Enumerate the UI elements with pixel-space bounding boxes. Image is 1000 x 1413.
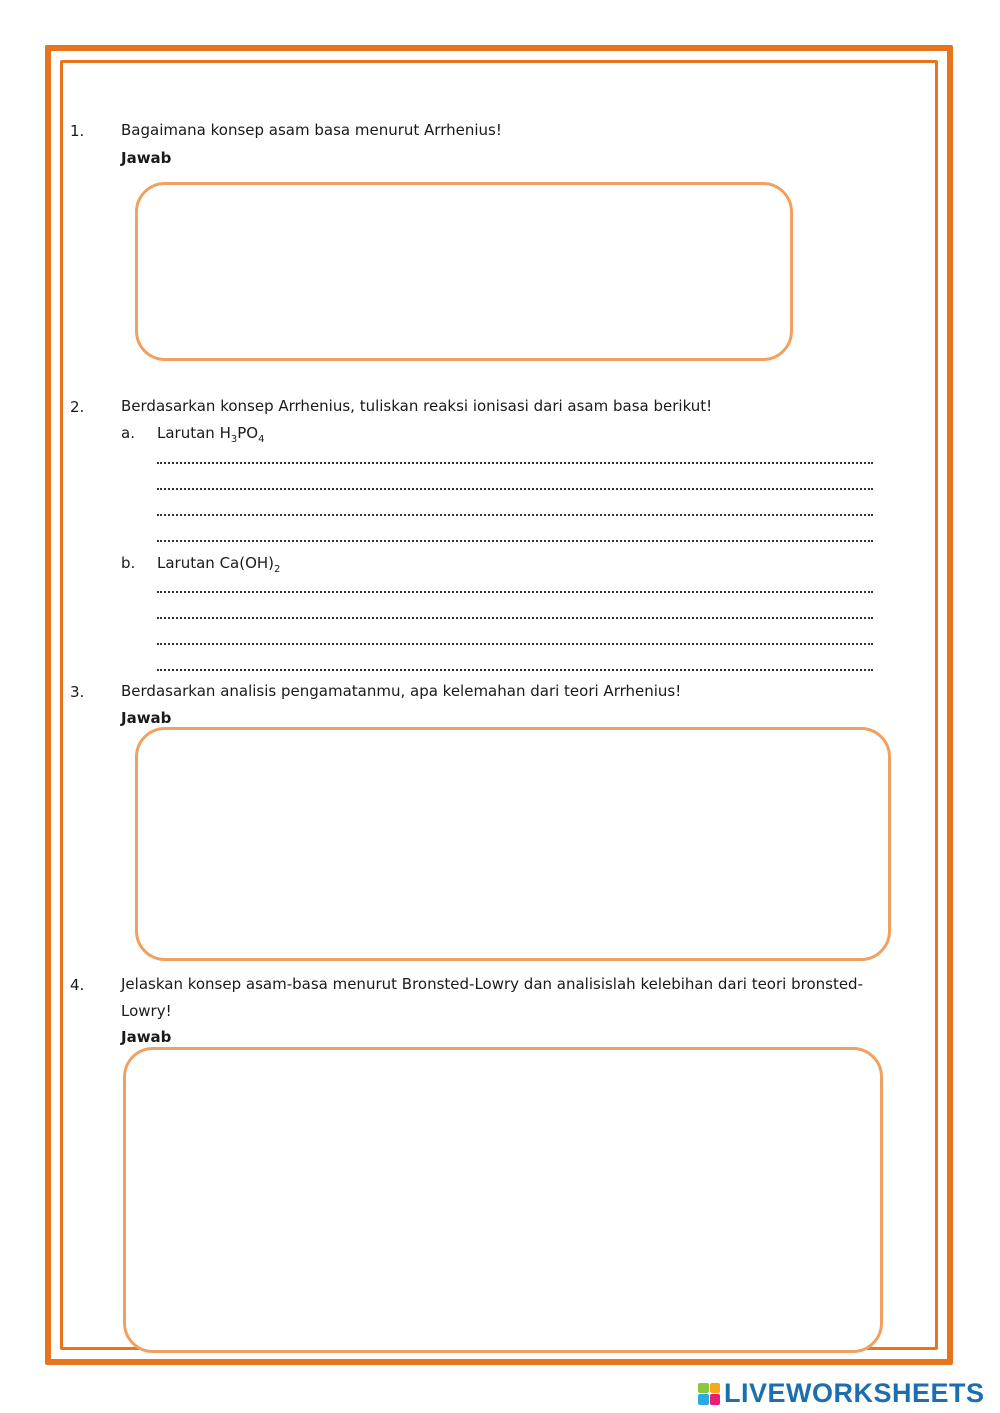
answer-line[interactable] xyxy=(157,643,873,645)
question-4-text: Jelaskan konsep asam-basa menurut Bronsted-Lowry dan analisislah kelebihan dari teori bronsted-Lowry! xyxy=(121,975,863,1020)
question-1-answer-label: Jawab xyxy=(121,149,172,167)
question-2a-text: Larutan $H_3PO_4$ xyxy=(157,424,265,445)
question-3-text: Berdasarkan analisis pengamatanmu, apa kelemahan dari teori Arrhenius! xyxy=(121,682,682,700)
question-1-text: Bagaimana konsep asam basa menurut Arrhenius! xyxy=(121,121,502,139)
answer-line[interactable] xyxy=(157,669,873,671)
logo-mark-icon xyxy=(698,1383,720,1405)
question-4-number: 4. xyxy=(70,976,85,994)
answer-box-1[interactable] xyxy=(135,182,793,361)
liveworksheets-logo xyxy=(698,1378,985,1409)
answer-line[interactable] xyxy=(157,591,873,593)
question-2-text: Berdasarkan konsep Arrhenius, tuliskan reaksi ionisasi dari asam basa berikut! xyxy=(121,397,713,415)
question-3-number: 3. xyxy=(70,683,85,701)
logo-text: LIVEWORKSHEETS xyxy=(724,1378,985,1408)
question-1-number: 1. xyxy=(70,122,85,140)
question-2b-letter: b. xyxy=(121,554,136,572)
answer-line[interactable] xyxy=(157,488,873,490)
answer-line[interactable] xyxy=(157,514,873,516)
answer-line[interactable] xyxy=(157,540,873,542)
question-4-answer-label: Jawab xyxy=(121,1028,172,1046)
question-2a-letter: a. xyxy=(121,424,135,442)
question-2-number: 2. xyxy=(70,398,85,416)
answer-line[interactable] xyxy=(157,617,873,619)
question-2b-text: Larutan $Ca(OH)_2$ xyxy=(157,554,281,575)
answer-line[interactable] xyxy=(157,462,873,464)
answer-box-3[interactable] xyxy=(135,727,891,961)
question-3-answer-label: Jawab xyxy=(121,709,172,727)
answer-box-4[interactable] xyxy=(123,1047,883,1353)
